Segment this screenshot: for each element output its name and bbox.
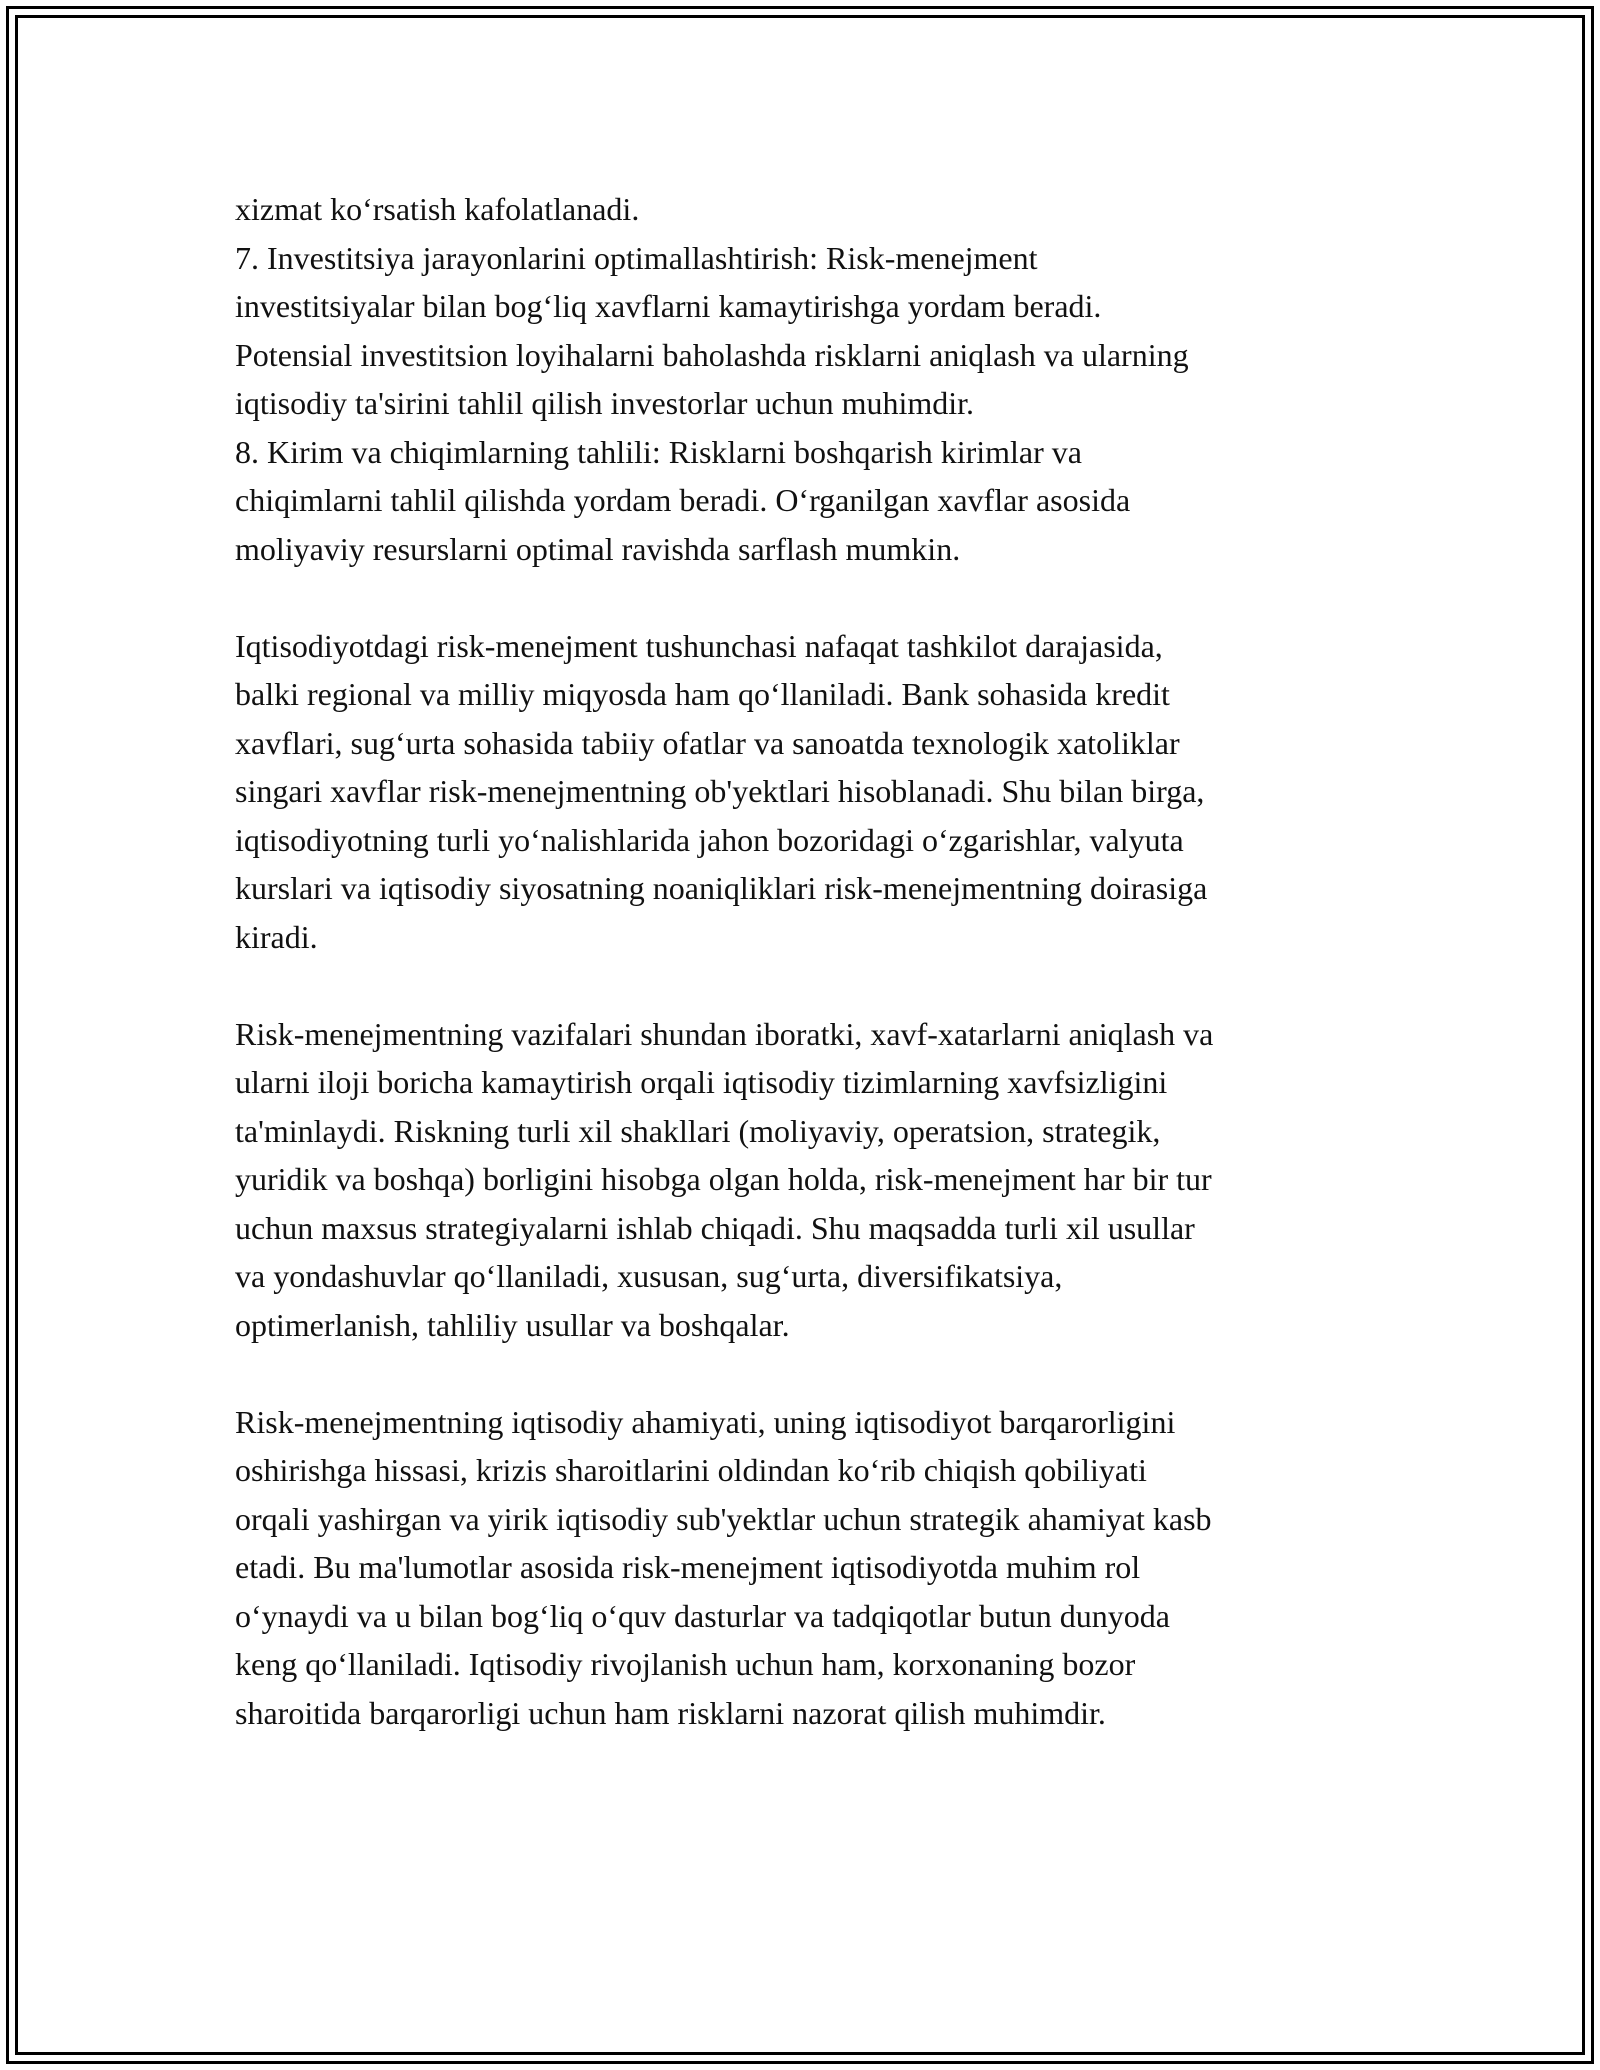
text-line: ularni iloji boricha kamaytirish orqali iqtisodiy tizimlarning xavfsizligini — [235, 1064, 1168, 1100]
list-item-8 — [235, 428, 1375, 574]
text-line: xavflari, sug‘urta sohasida tabiiy ofatlar va sanoatda texnologik xatoliklar — [235, 724, 1180, 761]
text-line: va yondashuvlar qo‘llaniladi, xususan, sug‘urta, diversifikatsiya, — [235, 1258, 1063, 1294]
text-line: yuridik va boshqa) borligini hisobga olgan holda, risk-menejment har bir tur — [235, 1161, 1212, 1197]
text-line: ta'minlaydi. Riskning turli xil shakllari (moliyaviy, operatsion, strategik, — [235, 1112, 1161, 1149]
text-line: etadi. Bu ma'lumotlar asosida risk-menejment iqtisodiyotda muhim rol — [235, 1549, 1141, 1585]
text-line: orqali yashirgan va yirik iqtisodiy sub'yektlar uchun strategik ahamiyat kasb — [235, 1500, 1212, 1537]
text-line: 7. Investitsiya jarayonlarini optimallashtirish: Risk-menejment — [235, 239, 1038, 276]
text-line: Potensial investitsion loyihalarni baholashda risklarni aniqlash va ularning — [235, 336, 1189, 373]
text-line: moliyaviy resurslarni optimal ravishda sarflash mumkin. — [235, 530, 961, 567]
text-line: kiradi. — [235, 918, 318, 955]
text-line: oshirishga hissasi, krizis sharoitlarini oldindan ko‘rib chiqish qobiliyati — [235, 1452, 1147, 1488]
text-line: optimerlanish, tahliliy usullar va boshqalar. — [235, 1306, 790, 1343]
text-line: uchun maxsus strategiyalarni ishlab chiqadi. Shu maqsadda turli xil usullar — [235, 1209, 1195, 1246]
paragraph-tasks — [235, 1010, 1375, 1350]
paragraph-spacer — [235, 961, 1375, 1010]
text-line: Iqtisodiyotdagi risk-menejment tushunchasi nafaqat tashkilot darajasida, — [235, 627, 1163, 664]
document-body — [235, 185, 1375, 1737]
text-line: Risk-menejmentning iqtisodiy ahamiyati, uning iqtisodiyot barqarorligini — [235, 1403, 1176, 1440]
text-line: Risk-menejmentning vazifalari shundan iboratki, xavf-xatarlarni aniqlash va — [235, 1015, 1214, 1052]
text-line: keng qo‘llaniladi. Iqtisodiy rivojlanish uchun ham, korxonaning bozor — [235, 1646, 1136, 1682]
text-line: chiqimlarni tahlil qilishda yordam beradi. O‘rganilgan xavflar asosida — [235, 482, 1131, 518]
text-line: sharoitida barqarorligi uchun ham risklarni nazorat qilish muhimdir. — [235, 1694, 1106, 1731]
text-line: iqtisodiyotning turli yo‘nalishlarida jahon bozoridagi o‘zgarishlar, valyuta — [235, 821, 1184, 858]
paragraph-scope — [235, 622, 1375, 962]
text-line: xizmat ko‘rsatish kafolatlanadi. — [235, 191, 640, 227]
text-line: iqtisodiy ta'sirini tahlil qilish investorlar uchun muhimdir. — [235, 385, 975, 421]
text-line: investitsiyalar bilan bog‘liq xavflarni kamaytirishga yordam beradi. — [235, 288, 1102, 324]
text-line: o‘ynaydi va u bilan bog‘liq o‘quv dasturlar va tadqiqotlar butun dunyoda — [235, 1597, 1170, 1634]
paragraph-significance — [235, 1398, 1375, 1738]
text-line: singari xavflar risk-menejmentning ob'yektlari hisoblanadi. Shu bilan birga, — [235, 773, 1205, 809]
paragraph-spacer — [235, 573, 1375, 622]
text-line: kurslari va iqtisodiy siyosatning noaniqliklari risk-menejmentning doirasiga — [235, 870, 1208, 906]
paragraph-spacer — [235, 1349, 1375, 1398]
paragraph-continuation — [235, 185, 1375, 234]
list-item-7 — [235, 234, 1375, 428]
text-line: 8. Kirim va chiqimlarning tahlili: Risklarni boshqarish kirimlar va — [235, 433, 1082, 470]
text-line: balki regional va milliy miqyosda ham qo‘llaniladi. Bank sohasida kredit — [235, 676, 1170, 712]
